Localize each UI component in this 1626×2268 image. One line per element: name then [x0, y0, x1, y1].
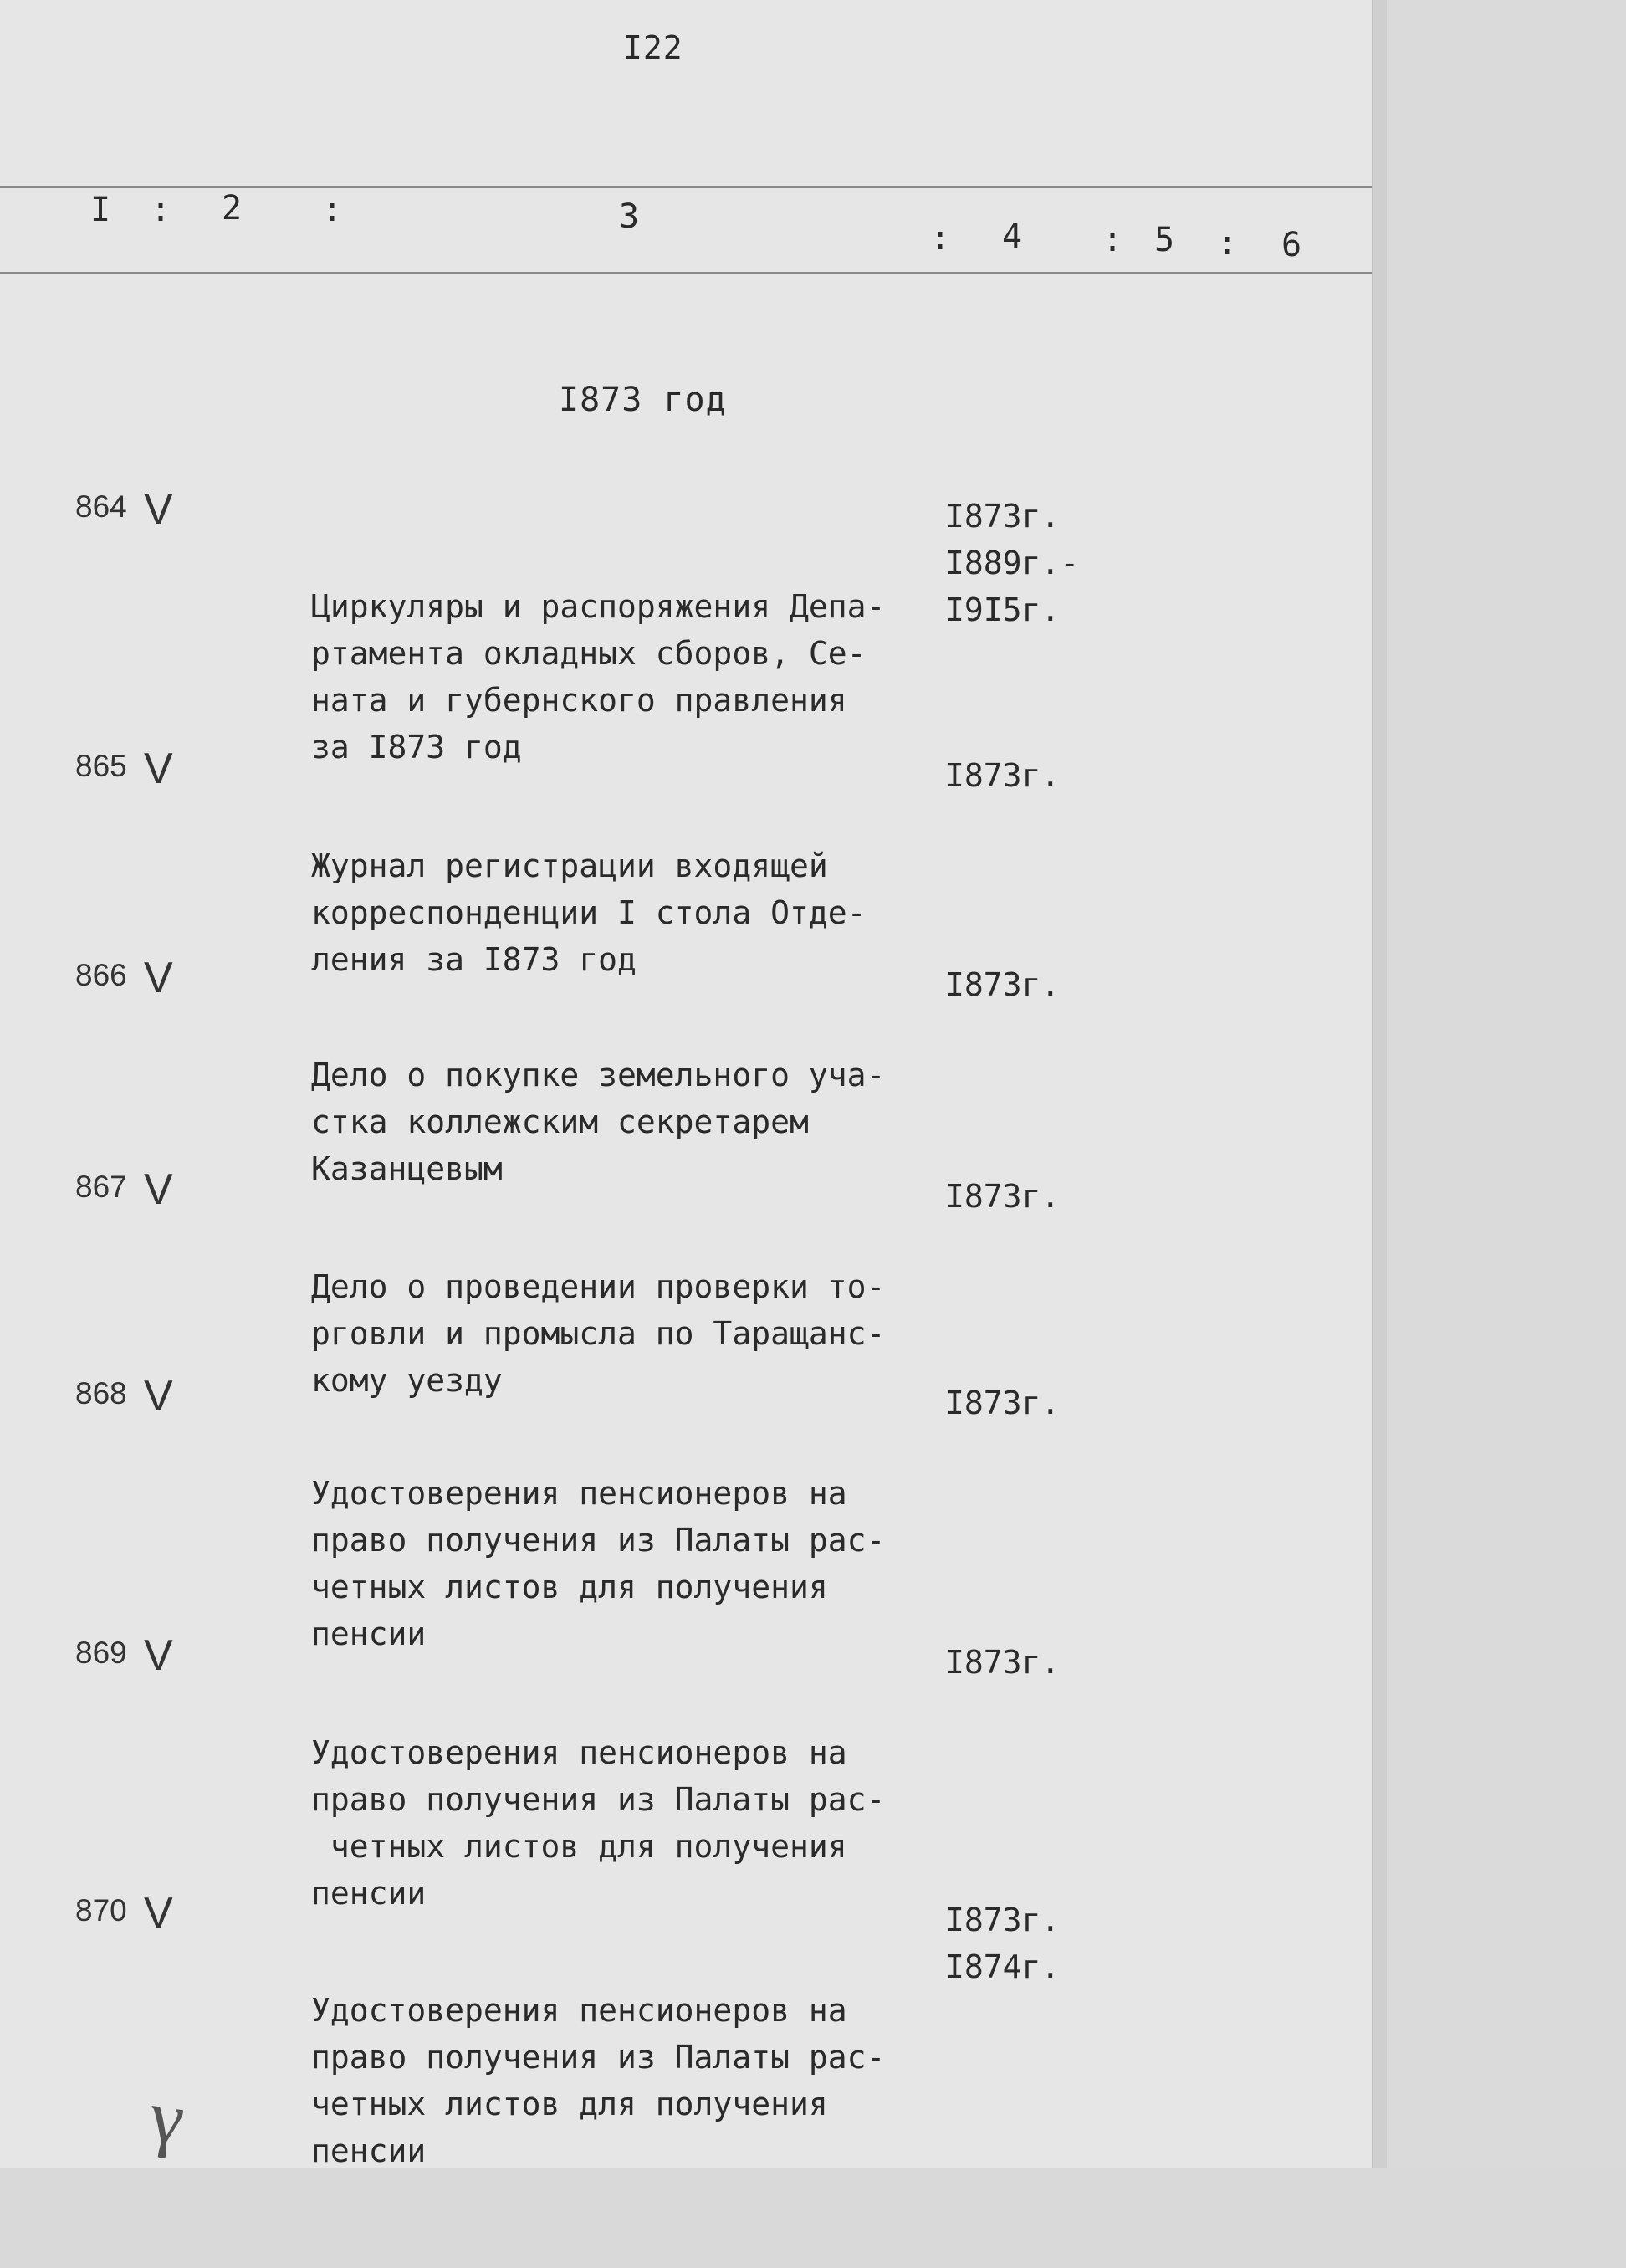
column-header-2: 2 — [222, 189, 243, 228]
check-mark: V — [144, 1165, 173, 1214]
handwritten-mark: γ — [145, 2074, 190, 2162]
entry-number: 867 — [75, 1170, 127, 1204]
entry-dates: I873г. — [945, 966, 1061, 1003]
column-header-1: I — [90, 191, 111, 229]
entry-dates: I873г. I874г. — [945, 1902, 1061, 1985]
entry-dates: I873г. I889г.- I9I5г. — [945, 498, 1080, 628]
check-mark: V — [144, 954, 173, 1002]
check-mark: V — [144, 1631, 173, 1680]
entry-description: Удостоверения пенсионеров на право получения из Палаты рас- четных листов для получения пенсии — [311, 1734, 886, 1912]
column-header-sep: : — [151, 191, 171, 229]
check-mark: V — [144, 485, 173, 534]
entry-number: 864 — [75, 489, 127, 524]
column-header-sep: : — [322, 191, 343, 229]
header-rule-top — [0, 186, 1372, 188]
entry-description: Журнал регистрации входящей корреспонденции I стола Отде- ления за I873 год — [311, 847, 867, 978]
check-mark: V — [144, 1372, 173, 1421]
column-header-4: 4 — [1002, 218, 1023, 256]
column-header-3: 3 — [619, 197, 640, 236]
header-rule-bottom — [0, 272, 1372, 274]
entry-description: Дело о проведении проверки то- рговли и промысла по Таращанс- кому уезду — [311, 1268, 886, 1399]
entry-number: 865 — [75, 749, 127, 783]
entry-dates: I873г. — [945, 1385, 1061, 1421]
entry-description: Циркуляры и распоряжения Депа- ртамента окладных сборов, Се- ната и губернского правления за I873 год — [311, 588, 886, 765]
section-title: I873 год — [559, 381, 727, 419]
entry-description: Дело о покупке земельного уча- стка коллежским секретарем Казанцевым — [311, 1057, 886, 1187]
check-mark: V — [144, 745, 173, 793]
column-header-sep: : — [930, 219, 951, 258]
entry-description: Удостоверения пенсионеров на право получения из Палаты рас- четных листов для получения пенсии — [311, 1475, 886, 1652]
entry-dates: I873г. — [945, 1178, 1061, 1215]
page-number: I22 — [623, 29, 683, 66]
entry-number: 870 — [75, 1893, 127, 1928]
underlying-page — [1387, 0, 1626, 2168]
entry-number: 868 — [75, 1376, 127, 1410]
entry-dates: I873г. — [945, 757, 1061, 794]
entry-number: 866 — [75, 958, 127, 992]
page-edge — [1372, 0, 1388, 2168]
check-mark: V — [144, 1889, 173, 1938]
column-header-5: 5 — [1154, 221, 1175, 259]
column-header-sep: : — [1102, 221, 1123, 259]
column-header-6: 6 — [1281, 226, 1302, 264]
entry-number: 869 — [75, 1636, 127, 1670]
column-header-sep: : — [1217, 224, 1238, 263]
entry-dates: I873г. — [945, 1644, 1061, 1681]
entry-description: Удостоверения пенсионеров на право получения из Палаты рас- четных листов для получения пенсии — [311, 1992, 886, 2169]
